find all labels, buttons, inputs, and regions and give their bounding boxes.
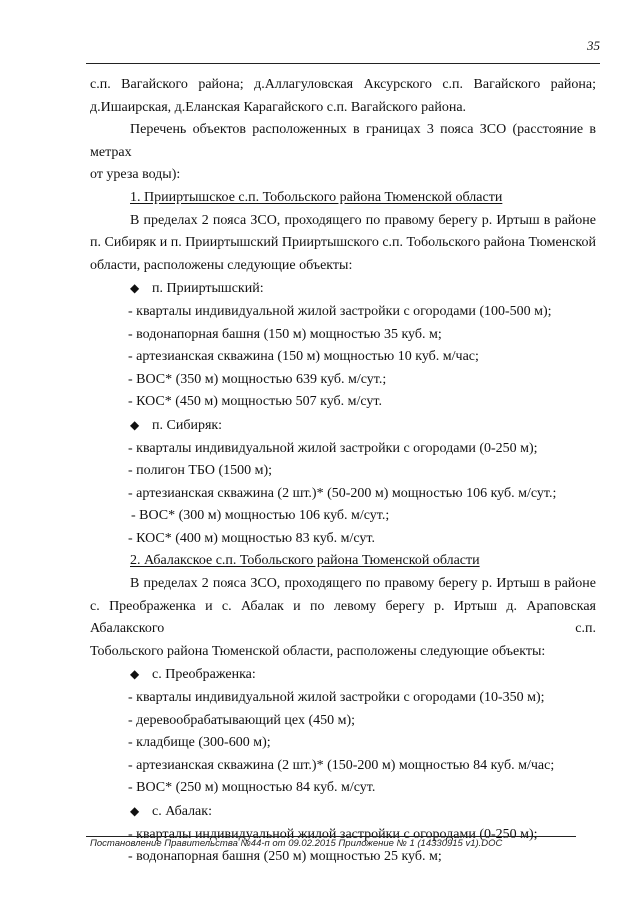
bullet-icon: ◆	[130, 804, 140, 818]
list-item: - артезианская скважина (2 шт.)* (150-200 м) мощностью 84 куб. м/час;	[128, 757, 555, 773]
list-item: - водонапорная башня (250 м) мощностью 25 куб. м;	[128, 849, 442, 865]
list-item: - кварталы индивидуальной жилой застройки с огородами (10-350 м);	[128, 690, 545, 706]
list-item: - ВОС* (250 м) мощностью 84 куб. м/сут.	[128, 780, 376, 796]
list-item: - кладбище (300-600 м);	[128, 735, 271, 751]
bullet-label: п. Прииртышский:	[152, 281, 264, 297]
list-item: - артезианская скважина (150 м) мощностью 10 куб. м/час;	[128, 349, 479, 365]
bullet-item	[90, 414, 596, 438]
list-item: - ВОС* (300 м) мощностью 106 куб. м/сут.;	[131, 508, 390, 524]
bullet-icon: ◆	[130, 417, 140, 432]
section-2-desc-line: Тобольского района Тюменской области, расположены следующие объекты:	[90, 643, 546, 659]
bullet-item	[90, 277, 596, 301]
document-body	[90, 74, 596, 869]
intro-line: д.Ишаирская, д.Еланская Карагайского с.п. Вагайского района.	[90, 99, 467, 115]
bullet-icon: ◆	[130, 281, 140, 296]
intro-line: с.п. Вагайского района; д.Аллагуловская Аксурского с.п. Вагайского района;	[90, 77, 596, 92]
document-footer: Постановление Правительства №44-п от 09.02.2015 Приложение № 1 (14330915 v1).DOC	[90, 838, 503, 849]
page-number: 35	[587, 38, 600, 53]
footer-rule	[86, 836, 576, 837]
list-item: - кварталы индивидуальной жилой застройки с огородами (100-500 м);	[128, 303, 552, 319]
list-item: - артезианская скважина (2 шт.)* (50-200 м) мощностью 106 куб. м/сут.;	[128, 485, 557, 501]
list-item: - кварталы индивидуальной жилой застройки с огородами (0-250 м);	[128, 826, 538, 842]
section-1-desc-line: В пределах 2 пояса ЗСО, проходящего по правому берегу р. Иртыш в районе	[130, 212, 596, 228]
bullet-icon: ◆	[130, 667, 140, 682]
list-item: - деревообрабатывающий цех (450 м);	[128, 712, 356, 728]
section-1-desc-line: области, расположены следующие объекты:	[90, 257, 353, 273]
list-item: - КОС* (400 м) мощностью 83 куб. м/сут.	[128, 530, 375, 546]
list-item: - водонапорная башня (150 м) мощностью 35 куб. м;	[128, 326, 442, 342]
bullet-label: п. Сибиряк:	[152, 417, 223, 433]
section-2-desc-line: с. Преображенка и с. Абалак и по левому берегу р. Иртыш д. Араповская Абалакского с.п.	[90, 598, 596, 637]
section-1-title: 1. Прииртышское с.п. Тобольского района Тюменской области	[130, 189, 503, 205]
section-2-desc-line: В пределах 2 пояса ЗСО, проходящего по правому берегу р. Иртыш в районе	[130, 576, 596, 592]
section-2-title: 2. Абалакское с.п. Тобольского района Тюменской области	[130, 553, 480, 569]
list-heading-line: от уреза воды):	[90, 167, 181, 183]
bullet-item	[90, 663, 596, 687]
list-item: - полигон ТБО (1500 м);	[128, 463, 273, 479]
list-heading-line: Перечень объектов расположенных в границах 3 пояса ЗСО (расстояние в метрах	[90, 122, 596, 160]
bullet-item	[90, 800, 596, 824]
section-1-desc-line: п. Сибиряк и п. Прииртышский Прииртышского с.п. Тобольского района Тюменской	[90, 235, 596, 251]
header-rule	[86, 63, 600, 64]
list-item: - кварталы индивидуальной жилой застройки с огородами (0-250 м);	[128, 440, 538, 456]
list-item: - КОС* (450 м) мощностью 507 куб. м/сут.	[128, 394, 382, 410]
bullet-label: с. Преображенка:	[152, 667, 256, 683]
list-item: - ВОС* (350 м) мощностью 639 куб. м/сут.;	[128, 371, 387, 387]
bullet-label: с. Абалак:	[152, 804, 212, 819]
